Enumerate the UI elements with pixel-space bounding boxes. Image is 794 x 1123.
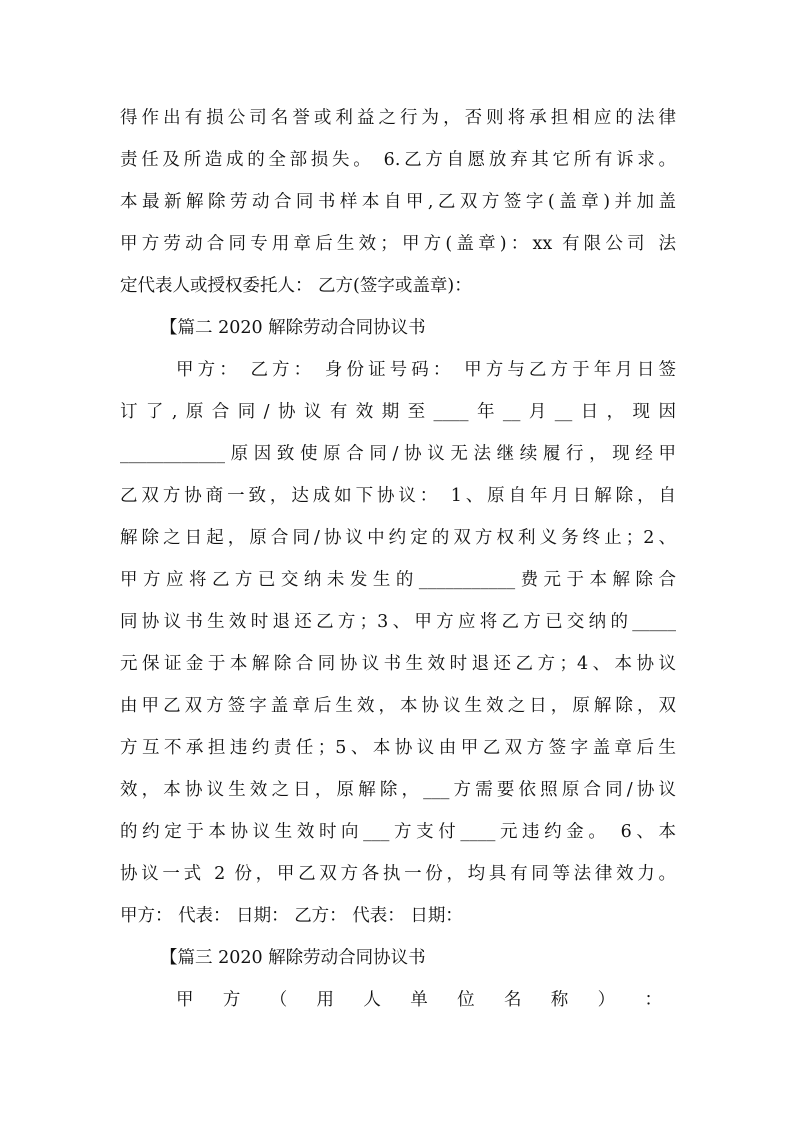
text-line: 甲方： 代表： 日期： 乙方： 代表： 日期： bbox=[120, 906, 463, 926]
text-line: 责任及所造成的全部损失。 6.乙方自愿放弃其它所有诉求。 bbox=[120, 150, 676, 170]
text-line: 甲 方 （ 用 人 单 位 名 称 ） ： bbox=[176, 990, 662, 1010]
text-line: ____________原因致使原合同/协议无法继续履行，现经甲 bbox=[120, 444, 676, 464]
text-line: 解除之日起，原合同/协议中约定的双方权利义务终止；2、 bbox=[120, 528, 676, 548]
text-line: 甲方劳动合同专用章后生效；甲方(盖章)：xx 有限公司 法 bbox=[120, 234, 676, 254]
text-line: 同协议书生效时退还乙方；3、甲方应将乙方已交纳的_____ bbox=[120, 612, 676, 632]
text-line: 由甲乙双方签字盖章后生效，本协议生效之日，原解除，双 bbox=[120, 696, 676, 716]
text-line: 的约定于本协议生效时向___方支付____元违约金。 6、本 bbox=[120, 822, 676, 842]
text-line: 元保证金于本解除合同协议书生效时退还乙方；4、本协议 bbox=[120, 654, 676, 674]
text-line: 甲方： 乙方： 身份证号码： 甲方与乙方于年月日签 bbox=[176, 360, 676, 380]
section-heading: 【篇二 2020 解除劳动合同协议书 bbox=[160, 318, 426, 338]
text-line: 乙双方协商一致，达成如下协议： 1、原自年月日解除，自 bbox=[120, 486, 676, 506]
text-line: 效，本协议生效之日，原解除，___方需要依照原合同/协议 bbox=[120, 780, 676, 800]
text-line: 协议一式 2 份，甲乙双方各执一份，均具有同等法律效力。 bbox=[120, 864, 676, 884]
text-line: 订了,原合同/协议有效期至____年__月__日，现因 bbox=[120, 402, 676, 422]
text-line: 定代表人或授权委托人： 乙方(签字或盖章)： bbox=[120, 276, 472, 296]
text-line: 得作出有损公司名誉或利益之行为，否则将承担相应的法律 bbox=[120, 108, 676, 128]
text-line: 甲方应将乙方已交纳未发生的___________费元于本解除合 bbox=[120, 570, 676, 590]
section-heading: 【篇三 2020 解除劳动合同协议书 bbox=[160, 948, 426, 968]
text-line: 本最新解除劳动合同书样本自甲,乙双方签字(盖章)并加盖 bbox=[120, 192, 676, 212]
text-line: 方互不承担违约责任；5、本协议由甲乙双方签字盖章后生 bbox=[120, 738, 676, 758]
